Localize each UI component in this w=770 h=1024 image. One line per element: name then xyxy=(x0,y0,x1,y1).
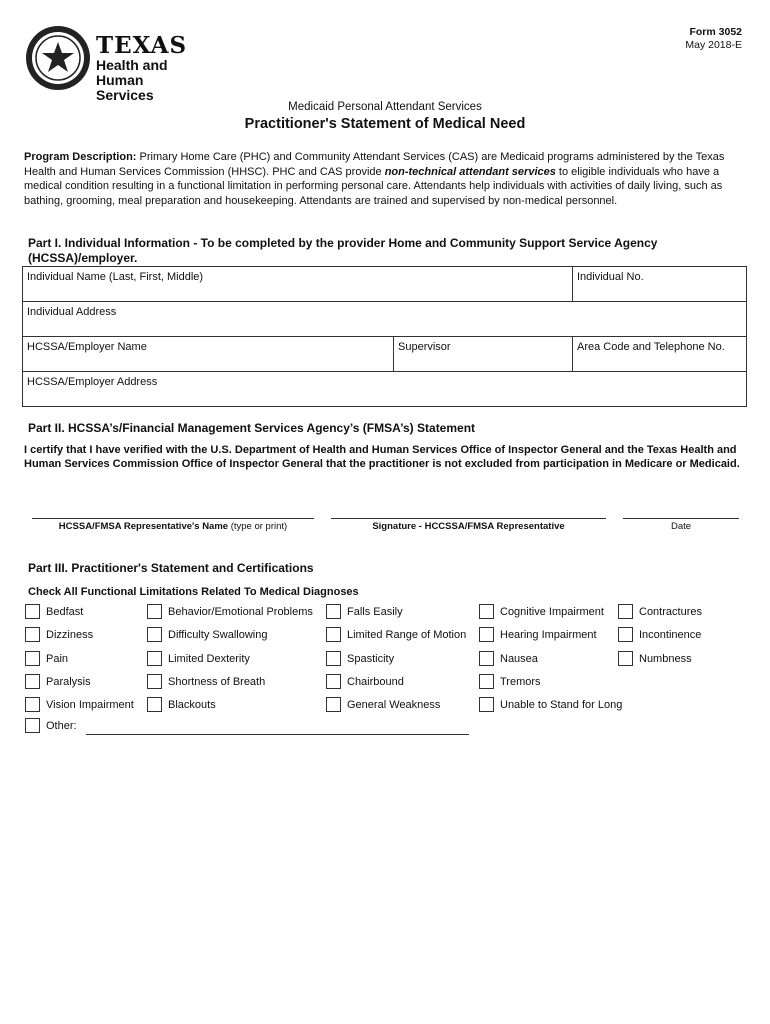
checkbox-box[interactable] xyxy=(147,697,162,712)
checkbox-label: Limited Range of Motion xyxy=(347,628,467,641)
checkbox-box[interactable] xyxy=(618,651,633,666)
rep-name-label xyxy=(32,521,314,532)
program-description-label: Program Description: xyxy=(24,151,137,163)
checkbox-label: Spasticity xyxy=(347,652,395,665)
checkbox-label: Chairbound xyxy=(347,675,404,688)
program-description-text2: to eligible individuals who have a medical condition resulting in a functional limitation in performing personal care. Attendants help individuals with activities of daily living, such as bathing, grooming, meal preparation and housekeeping. Attendants are trained and supervised by non-medical personnel. xyxy=(24,165,723,207)
checkbox-nausea[interactable] xyxy=(479,651,538,666)
limitations-heading: Check All Functional Limitations Related To Medical Diagnoses xyxy=(28,586,359,598)
individual-name-field[interactable] xyxy=(23,267,573,302)
checkbox-label: Hearing Impairment xyxy=(500,628,597,641)
checkbox-label: Unable to Stand for Long xyxy=(500,698,623,711)
logo-line2: Health and Human xyxy=(96,57,168,88)
checkbox-box[interactable] xyxy=(326,627,341,642)
checkbox-numbness[interactable] xyxy=(618,651,692,666)
checkbox-box[interactable] xyxy=(479,627,494,642)
individual-address-field[interactable] xyxy=(23,302,747,337)
checkbox-label: Limited Dexterity xyxy=(168,652,250,665)
part1-heading-instructions: - To be completed by the provider Home and Community Support Service Agency (HCSSA)/employer. xyxy=(28,236,658,265)
page-subtitle: Medicaid Personal Attendant Services xyxy=(288,101,482,113)
checkbox-box[interactable] xyxy=(479,651,494,666)
checkbox-box[interactable] xyxy=(618,627,633,642)
rep-name-hint: (type or print) xyxy=(228,521,288,532)
checkbox-unable-to-stand-for-long[interactable] xyxy=(479,697,622,712)
date-label: Date xyxy=(670,521,692,532)
checkbox-box[interactable] xyxy=(326,604,341,619)
checkbox-label: Tremors xyxy=(500,675,541,688)
checkbox-vision-impairment[interactable] xyxy=(25,697,134,712)
checkbox-label: Contractures xyxy=(639,605,702,618)
supervisor-label: Supervisor xyxy=(398,341,451,353)
checkbox-limited-range-of-motion[interactable] xyxy=(326,627,466,642)
page-title: Practitioner's Statement of Medical Need xyxy=(244,116,526,132)
checkbox-label: Difficulty Swallowing xyxy=(168,628,268,641)
supervisor-field[interactable] xyxy=(394,337,573,372)
part1-heading-title: Part I. Individual Information xyxy=(28,236,191,250)
checkbox-box[interactable] xyxy=(25,604,40,619)
checkbox-label: Nausea xyxy=(500,652,538,665)
checkbox-hearing-impairment[interactable] xyxy=(479,627,597,642)
checkbox-box[interactable] xyxy=(326,697,341,712)
hcssa-name-field[interactable] xyxy=(23,337,394,372)
form-number-block xyxy=(685,26,742,52)
individual-no-label: Individual No. xyxy=(577,271,644,283)
checkbox-tremors[interactable] xyxy=(479,674,541,689)
checkbox-contractures[interactable] xyxy=(618,604,702,619)
checkbox-difficulty-swallowing[interactable] xyxy=(147,627,267,642)
program-description xyxy=(24,150,746,208)
checkbox-blackouts[interactable] xyxy=(147,697,216,712)
checkbox-box[interactable] xyxy=(147,627,162,642)
other-input-line[interactable] xyxy=(86,734,469,735)
rep-name-label-text: HCSSA/FMSA Representative's Name xyxy=(58,521,229,532)
checkbox-box[interactable] xyxy=(147,651,162,666)
checkbox-label: Dizziness xyxy=(46,628,94,641)
checkbox-label: Behavior/Emotional Problems xyxy=(168,605,313,618)
checkbox-box[interactable] xyxy=(147,604,162,619)
checkbox-label: Falls Easily xyxy=(347,605,403,618)
checkbox-label: Incontinence xyxy=(639,628,702,641)
individual-no-field[interactable] xyxy=(573,267,747,302)
hcssa-address-label: HCSSA/Employer Address xyxy=(27,376,158,388)
individual-info-table xyxy=(22,266,747,407)
individual-name-label: Individual Name (Last, First, Middle) xyxy=(27,271,204,283)
checkbox-box[interactable] xyxy=(479,604,494,619)
checkbox-label: Numbness xyxy=(639,652,692,665)
checkbox-paralysis[interactable] xyxy=(25,674,91,689)
part1-heading xyxy=(28,236,728,266)
form-date: May 2018-E xyxy=(685,39,742,51)
texas-hhs-logo xyxy=(24,24,204,103)
checkbox-box[interactable] xyxy=(479,674,494,689)
phone-field[interactable] xyxy=(573,337,747,372)
rep-name-line[interactable] xyxy=(32,518,314,519)
checkbox-limited-dexterity[interactable] xyxy=(147,651,250,666)
texas-seal-icon xyxy=(24,24,92,92)
checkbox-box[interactable] xyxy=(25,718,40,733)
checkbox-label: Other: xyxy=(46,719,77,732)
checkbox-label: Bedfast xyxy=(46,605,84,618)
phone-label: Area Code and Telephone No. xyxy=(577,341,725,353)
checkbox-box[interactable] xyxy=(479,697,494,712)
checkbox-label: General Weakness xyxy=(347,698,441,711)
logo-line3: Services xyxy=(96,87,154,103)
checkbox-chairbound[interactable] xyxy=(326,674,404,689)
checkbox-label: Blackouts xyxy=(168,698,216,711)
checkbox-cognitive-impairment[interactable] xyxy=(479,604,604,619)
date-line[interactable] xyxy=(623,518,739,519)
checkbox-box[interactable] xyxy=(618,604,633,619)
checkbox-incontinence[interactable] xyxy=(618,627,701,642)
checkbox-box[interactable] xyxy=(25,651,40,666)
signature-label: Signature - HCCSSA/FMSA Representative xyxy=(372,521,565,532)
individual-address-label: Individual Address xyxy=(27,306,117,318)
program-description-emphasis: non-technical attendant services xyxy=(384,165,556,178)
checkbox-label: Vision Impairment xyxy=(46,698,134,711)
checkbox-shortness-of-breath[interactable] xyxy=(147,674,265,689)
program-description-text1: Primary Home Care (PHC) and Community Attendant Services (CAS) are Medicaid programs administered by the Texas Health and Human Services Commission (HHSC). PHC and CAS provide xyxy=(24,151,725,178)
checkbox-label: Pain xyxy=(46,652,69,665)
hcssa-name-label: HCSSA/Employer Name xyxy=(27,341,147,353)
logo-texas-text: TEXAS xyxy=(96,32,188,59)
checkbox-label: Cognitive Impairment xyxy=(500,605,604,618)
checkbox-other[interactable] xyxy=(25,718,77,733)
part3-heading: Part III. Practitioner's Statement and Certifications xyxy=(28,561,314,575)
checkbox-spasticity[interactable] xyxy=(326,651,394,666)
checkbox-pain[interactable] xyxy=(25,651,68,666)
checkbox-dizziness[interactable] xyxy=(25,627,93,642)
logo-agency-text xyxy=(96,58,204,103)
checkbox-behavior-emotional-problems[interactable] xyxy=(147,604,313,619)
checkbox-label: Paralysis xyxy=(46,675,91,688)
certification-statement: I certify that I have verified with the U.S. Department of Health and Human Services Office of Inspector General and the Texas Health and Human Services Commission Office of Inspector General that the practitioner is not excluded from participation in Medicare or Medicaid. xyxy=(24,444,740,470)
checkbox-box[interactable] xyxy=(326,674,341,689)
checkbox-label: Shortness of Breath xyxy=(168,675,266,688)
signature-line[interactable] xyxy=(331,518,606,519)
hcssa-address-field[interactable] xyxy=(23,372,747,407)
checkbox-bedfast[interactable] xyxy=(25,604,83,619)
checkbox-falls-easily[interactable] xyxy=(326,604,403,619)
checkbox-box[interactable] xyxy=(25,697,40,712)
checkbox-box[interactable] xyxy=(326,651,341,666)
form-number: Form 3052 xyxy=(689,26,742,38)
checkbox-box[interactable] xyxy=(25,674,40,689)
checkbox-general-weakness[interactable] xyxy=(326,697,440,712)
checkbox-box[interactable] xyxy=(147,674,162,689)
part2-heading: Part II. HCSSA’s/Financial Management Services Agency’s (FMSA’s) Statement xyxy=(28,421,476,435)
checkbox-box[interactable] xyxy=(25,627,40,642)
